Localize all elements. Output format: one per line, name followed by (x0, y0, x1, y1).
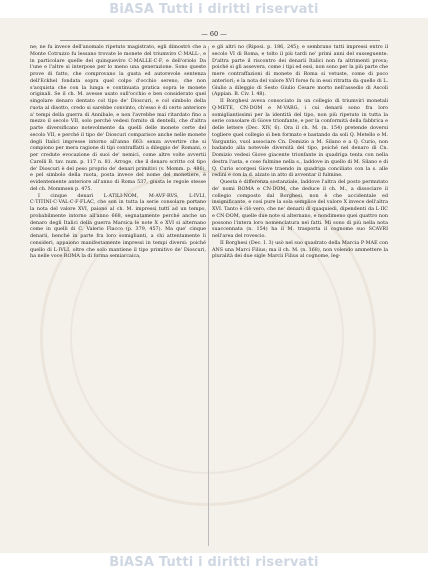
paragraph: I cinque denari L·ATILI·NOM, M·AVF·RVS, L·IVLI, C·TITINI·C·VAL·C·F·FLAC, che son in tutta la serie consolare portano la nota del valore XVI, paiono al ch. M. impressi tutti ad un tempo, probabilmente intorno all'anno 668, segnatamente perché anche un denaro degli Italici della guerra Marsica le note X e XVI si alternano come in quelli di C. Valerio Flacco (p. 379, 457). Ma que' cinque denarii, benché in parte fra loro somiglianti, a chi attentamente li consideri, appaiono manifestamente impressi in tempi diversi: poiché quello di L·IVLI, oltre che solo mantiene il tipo primitivo de' Dioscuri, ha nelle voce ROMA la di forma semiarcaica, (30, 192, 206, 260)
right-column (212, 44, 388, 260)
watermark-top: BiASA Tutti i diritti riservati (109, 2, 319, 17)
paragraph: ne; ne fu invece dell'anomalo ripetuto magistrato, egli dimostrò che a Monte Cotruzzo fu lessano trovate le monete del triumviro C·MALL·, e in particolare quelle del quinquevìro C·MALLE·C·F, e dell'oriolo Da l'une e l'altre si interpose per lo meno una generazione. Sono queste prove di fatto, che comprovano la gusta ed autorevole sentenza dell'Eckhel fondata sopra quel colpo d'occhio sereno, che non s'acquista che con la lunga e continuata pratica sopra le monete originali. Se il ch. M. avesse usato sull'occhio e ben considerato quel singolare denaro dentato col tipo de' Dioscuri, e col simbolo della ruota al disotto, credo si sarebbe convinto, ch'esso è di certo anteriore a' tempi della guerra di Annibale, e non l'avrebbe mai ritardato fino a mezzo il secolo VII, solo perché vedesi fornito di dentelli, che d'altra parte diversificano notevolmente da quelli delle monete certe del secolo VII, e perché il tipo de' Dioscuri comparisce anche nelle monete degli Italici impresse intorno all'anno 663: senza avvertire che si compiono per mera ragione di tipi contraffatti a dileggio de' Romani, o per credute evocazione di suoi de' nemici, come altre volte avvertii Carelli B. tav. num. p. 117 n. 81. Arroge, che il denaro scritto col tipo de' Dioscuri è del peso proprio de' denari primitivi (v. Momm. p. 486), e pel simbolo della ruota, posta invece del nome del monetiere, è evidentemente anteriore all'anno di Roma 537, giusta le regole stesse del ch. Mommsen p. 475. (30, 44, 206, 192)
watermark-bottom: BiASA Tutti i diritti riservati (109, 555, 319, 570)
left-column (30, 44, 206, 260)
paragraph: II Borghesi (Dec. I. 3) usò nel suo quadrato della Marcia P·MAE con ANS una Marci Filius; ma il ch. M. (n. 168), non volendo ammettere la pluralità dei due sigle Marcii Filius al cognome, leg- (212, 239, 388, 260)
paragraph: II Borghesi aveva consociato in un collegio di triumviri monetali Q·METE, CN·DOM e M·VARG, i cui denarii sono fra loro somigliantissimi per la identità del tipo, non più ripetuto in tutta la serie consolare di Giove trionfante, e per la conformità della fabbrica e delle lettere (Dec. XIV, 6). Ora il ch. M. (n. 154) pretende doversi togliere quel collegio sì ben formato e bastando da soli Q. Metello e M. Varguntio, vuol associare Cn. Domizio a M. Silano e a Q. Curio, non badando alla notevole diversità del tipo, poiché nel denaro di Cn. Domizio vedesi Giove giacente trionfante in quadriga tenta con nella destra l'asta, e cose fulmine nella s., laddove in quello di M. Silano e di Q. Curio scorgesi Giove traendo in quadriga conciliato con la s. alle redini e con la d. alzato in atto di avventar il fulmine. (212, 98, 388, 179)
header-rule (60, 40, 380, 41)
page-number: — 60 — (201, 30, 227, 38)
column-divider (208, 46, 209, 546)
paragraph: Questa è differenza sostanziale, laddove l'altra del posto permutato de' nomi ROMA e CN·DOM, che deduce il ch. M., a dissociare il collegio composto dal Borghesi, non è che accidentale ed insignificante, e così pure la sola semplice del valore X invece dell'altra XVI. Tanto è ciò vero, che ne' denarii di quaquiedi, dipendenti da L·IIC e CN·DOM, quelle due note si alternano, e nondimeno quei quattro non possono l'intera loro nomenclatura neì fatti. Mi sono di più nella nota suaccennata (n. 154) ha il M. trasporta il cognome suo SCAVRI nell'area del rovescio. (212, 179, 389, 239)
paragraph: e gli altri no (Riposi. p. 186, 245); e sembrano tutti impressi entro il secolo VI di Roma, e tolto il più tardi ne' primi anni del susseguente. D'altra parte il riscontro dei denarii Italici non fa altrimenti prova; poiché si gli assevera, come i tipi ed essi, non sono per la più parte che mere contraffazioni di monete di Roma si vetuste, come di poco anteriori; e la nota del valore XVI forse fu in essi ritratta da quello di L. Giulio a dileggio di Sesto Giulio Cesare morto nell'assedio di Ascoli (Appian. B. Civ. I. 48). (212, 44, 388, 98)
